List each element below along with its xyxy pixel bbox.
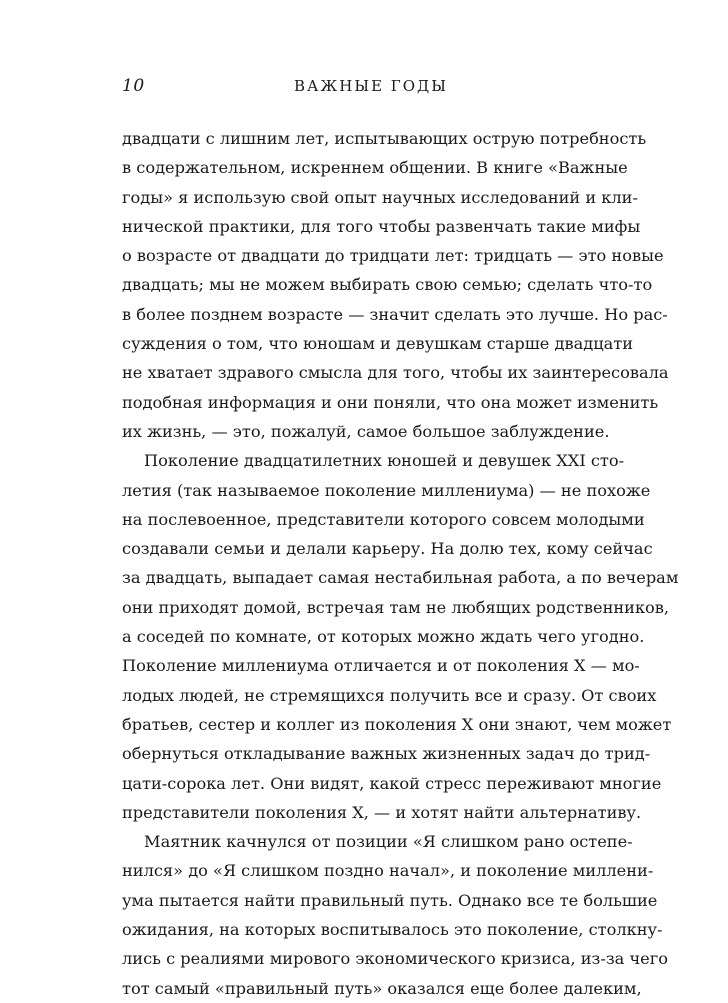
- text-line: Маятник качнулся от позиции «Я слишком рано остепе-: [144, 832, 633, 852]
- text-line: Поколение миллениума отличается и от поколения X — мо-: [122, 656, 640, 676]
- text-line: на послевоенное, представители которого совсем молодыми: [122, 509, 645, 529]
- text-line: представители поколения X, — и хотят найти альтернативу.: [122, 802, 642, 822]
- running-title: ВАЖНЫЕ ГОДЫ: [294, 77, 448, 95]
- text-line: нился» до «Я слишком поздно начал», и поколение миллени-: [122, 861, 654, 881]
- text-line: двадцать; мы не можем выбирать свою семью; сделать что-то: [122, 275, 653, 295]
- text-line: их жизнь, — это, пожалуй, самое большое заблуждение.: [122, 421, 610, 441]
- text-line: подобная информация и они поняли, что она может изменить: [122, 392, 659, 412]
- text-line: ожидания, на которых воспитывалось это поколение, столкну-: [122, 920, 663, 940]
- body-text: [122, 124, 679, 1003]
- text-line: они приходят домой, встречая там не любящих родственников,: [122, 597, 670, 617]
- text-line: обернуться откладывание важных жизненных задач до трид-: [122, 744, 651, 764]
- text-line: нической практики, для того чтобы развенчать такие мифы: [122, 216, 641, 236]
- page-header: [122, 76, 620, 102]
- text-line: не хватает здравого смысла для того, чтобы их заинтересовала: [122, 363, 669, 383]
- paragraph-1: [122, 124, 669, 446]
- text-line: о возрасте от двадцати до тридцати лет: тридцать — это новые: [122, 246, 664, 266]
- text-line: ума пытается найти правильный путь. Однако все те большие: [122, 890, 658, 910]
- page-number: 10: [122, 76, 145, 96]
- text-line: цати-сорока лет. Они видят, какой стресс переживают многие: [122, 773, 662, 793]
- text-line: лодых людей, не стремящихся получить все и сразу. От своих: [122, 685, 657, 705]
- text-line: суждения о том, что юношам и девушкам старше двадцати: [122, 334, 634, 354]
- text-line: Поколение двадцатилетних юношей и девушек XXI сто-: [144, 451, 625, 471]
- text-line: тот самый «правильный путь» оказался еще более далеким,: [122, 978, 642, 998]
- text-line: создавали семьи и делали карьеру. На долю тех, кому сейчас: [122, 539, 653, 559]
- text-line: двадцати с лишним лет, испытывающих острую потребность: [122, 129, 647, 148]
- paragraph-3: [122, 827, 668, 1003]
- text-line: братьев, сестер и коллег из поколения X они знают, чем может: [122, 714, 672, 734]
- paragraph-2: [122, 446, 679, 827]
- text-line: летия (так называемое поколение миллениума) — не похоже: [122, 480, 651, 500]
- text-line: за двадцать, выпадает самая нестабильная работа, а по вечерам: [122, 568, 679, 588]
- text-line: годы» я использую свой опыт научных исследований и кли-: [122, 187, 638, 207]
- text-line: а соседей по комнате, от которых можно ждать чего угодно.: [122, 627, 645, 647]
- text-line: в более позднем возрасте — значит сделать это лучше. Но рас-: [122, 304, 668, 324]
- text-line: в содержательном, искреннем общении. В книге «Важные: [122, 158, 628, 178]
- text-line: лись с реалиями мирового экономического кризиса, из-за чего: [122, 949, 668, 969]
